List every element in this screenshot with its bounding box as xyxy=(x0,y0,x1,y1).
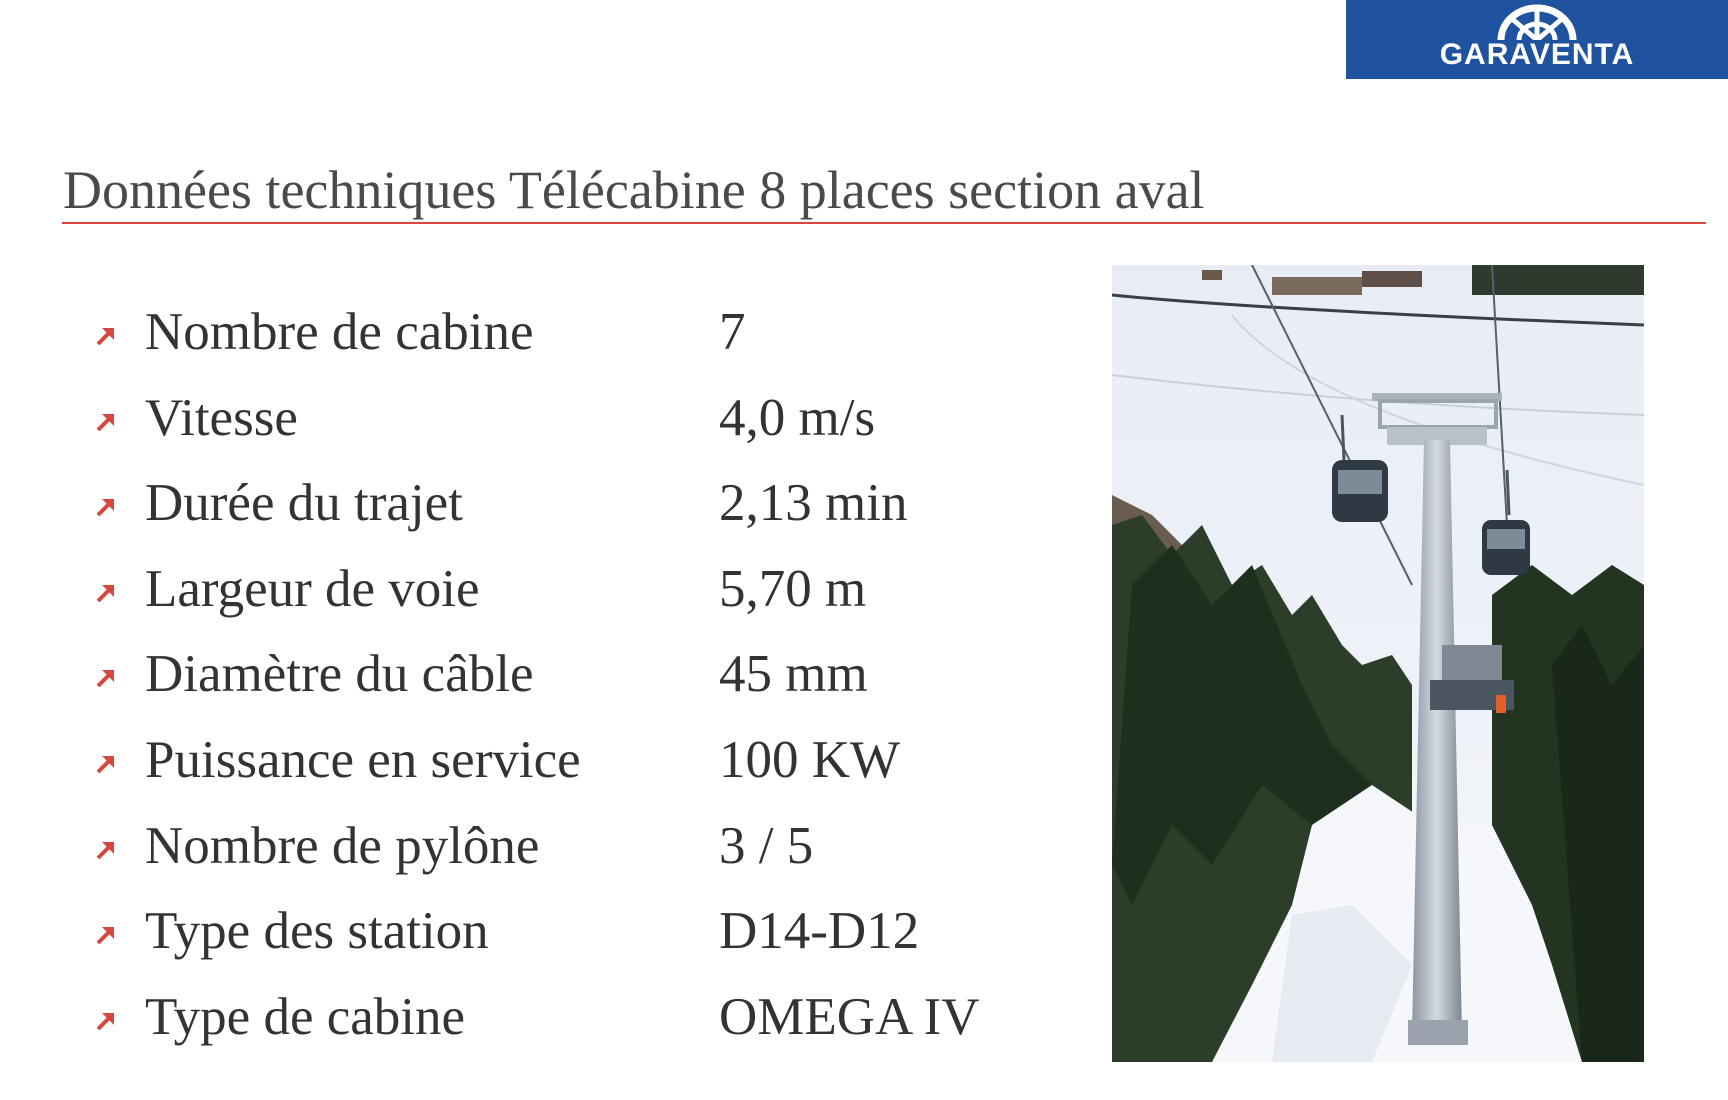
spec-label: Nombre de cabine xyxy=(145,303,534,361)
spec-list xyxy=(92,297,1052,1067)
arrow-up-right-icon xyxy=(92,921,120,949)
arrow-up-right-icon xyxy=(92,836,120,864)
spec-label: Durée du trajet xyxy=(145,474,463,533)
spec-value: 7 xyxy=(719,303,746,361)
gondola-lift-photo xyxy=(1112,265,1644,1062)
arrow-up-right-icon xyxy=(92,322,120,350)
page-title: Données techniques Télécabine 8 places section aval xyxy=(63,160,1205,220)
arrow-up-right-icon xyxy=(92,408,120,436)
spec-value: 5,70 m xyxy=(719,559,867,618)
spec-row xyxy=(92,639,1052,725)
spec-label: Diamètre du câble xyxy=(145,645,534,704)
title-divider xyxy=(62,222,1706,224)
arrow-up-right-icon xyxy=(92,1007,120,1035)
spec-value: 100 KW xyxy=(719,730,901,789)
spec-row xyxy=(92,811,1052,897)
spec-row xyxy=(92,554,1052,640)
spec-label: Type de cabine xyxy=(145,987,466,1046)
spec-value: 45 mm xyxy=(719,645,868,704)
spec-row xyxy=(92,982,1052,1068)
wheel-logo-icon xyxy=(1497,4,1577,40)
spec-label: Type des station xyxy=(145,902,489,961)
arrow-up-right-icon xyxy=(92,664,120,692)
spec-row xyxy=(92,896,1052,982)
spec-label: Puissance en service xyxy=(145,730,581,789)
spec-value: 2,13 min xyxy=(719,474,908,533)
spec-value: 3 / 5 xyxy=(719,816,814,875)
spec-value: OMEGA IV xyxy=(719,987,980,1046)
spec-row xyxy=(92,383,1052,469)
spec-row xyxy=(92,297,1052,383)
arrow-up-right-icon xyxy=(92,579,120,607)
garaventa-logo xyxy=(1346,0,1728,79)
spec-label: Vitesse xyxy=(145,388,298,447)
spec-label: Largeur de voie xyxy=(145,559,480,618)
logo-brand-text: GARAVENTA xyxy=(1439,38,1635,71)
spec-value: 4,0 m/s xyxy=(719,388,876,447)
arrow-up-right-icon xyxy=(92,493,120,521)
spec-row xyxy=(92,468,1052,554)
spec-row xyxy=(92,725,1052,811)
arrow-up-right-icon xyxy=(92,750,120,778)
spec-value: D14-D12 xyxy=(719,902,920,961)
spec-label: Nombre de pylône xyxy=(145,816,540,875)
